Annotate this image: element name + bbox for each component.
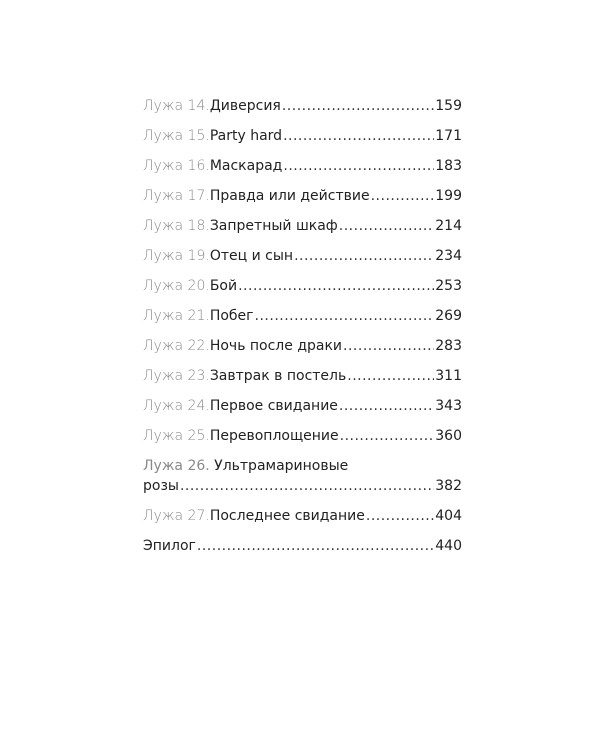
chapter-number: Лужа 26. — [143, 458, 215, 474]
chapter-title: Отец и сын — [209, 248, 294, 264]
toc-entry[interactable] — [143, 336, 462, 366]
dot-leader — [343, 336, 434, 356]
chapter-title: Последнее свидание — [209, 508, 365, 524]
dot-leader — [283, 126, 434, 146]
table-of-contents — [143, 96, 462, 566]
dot-leader — [197, 536, 434, 556]
chapter-title: Первое свидание — [209, 398, 338, 414]
dot-leader — [339, 396, 434, 416]
dot-leader — [339, 216, 435, 236]
chapter-title: Побег — [209, 308, 254, 324]
chapter-title: Ультрамариновые — [214, 458, 349, 474]
epilogue-title: Эпилог — [143, 538, 196, 554]
chapter-number: Лужа 25. — [143, 428, 210, 444]
toc-entry[interactable] — [143, 306, 462, 336]
chapter-number: Лужа 19. — [143, 248, 210, 264]
dot-leader — [282, 96, 434, 116]
toc-entry[interactable] — [143, 126, 462, 156]
page-number: 404 — [435, 508, 462, 524]
toc-entry[interactable] — [143, 426, 462, 456]
chapter-number: Лужа 23. — [143, 368, 210, 384]
dot-leader — [366, 506, 434, 526]
chapter-number: Лужа 24. — [143, 398, 210, 414]
toc-entry[interactable] — [143, 186, 462, 216]
toc-entry[interactable] — [143, 276, 462, 306]
page-number: 343 — [435, 398, 462, 414]
chapter-number: Лужа 15. — [143, 128, 210, 144]
dot-leader — [340, 426, 435, 446]
chapter-title: Правда или действие — [209, 188, 370, 204]
page-number: 382 — [435, 478, 462, 494]
page-number: 253 — [435, 278, 462, 294]
toc-entry[interactable] — [143, 156, 462, 186]
dot-leader — [294, 246, 434, 266]
dot-leader — [255, 306, 435, 326]
chapter-number: Лужа 17. — [143, 188, 210, 204]
page-number: 234 — [435, 248, 462, 264]
toc-entry[interactable] — [143, 396, 462, 426]
page-number: 159 — [435, 98, 462, 114]
dot-leader — [371, 186, 435, 206]
chapter-number: Лужа 27. — [143, 508, 210, 524]
toc-entry[interactable] — [143, 96, 462, 126]
page-number: 269 — [435, 308, 462, 324]
chapter-title: Завтрак в постель — [209, 368, 347, 384]
chapter-title: Ночь после драки — [209, 338, 343, 354]
toc-entry[interactable] — [143, 366, 462, 396]
page-number: 283 — [435, 338, 462, 354]
chapter-title: Party hard — [209, 128, 283, 144]
chapter-title-continued: розы — [143, 478, 179, 494]
chapter-number: Лужа 21. — [143, 308, 210, 324]
chapter-number: Лужа 18. — [143, 218, 210, 234]
toc-entry[interactable] — [143, 456, 462, 506]
chapter-title: Перевоплощение — [209, 428, 339, 444]
chapter-number: Лужа 14. — [143, 98, 210, 114]
page-number: 214 — [435, 218, 462, 234]
page-number: 183 — [435, 158, 462, 174]
toc-entry[interactable] — [143, 246, 462, 276]
page-number: 360 — [435, 428, 462, 444]
toc-entry[interactable] — [143, 216, 462, 246]
page-number: 440 — [435, 538, 462, 554]
toc-entry[interactable] — [143, 506, 462, 536]
chapter-title: Бой — [209, 278, 238, 294]
dot-leader — [180, 476, 434, 496]
page-number: 171 — [435, 128, 462, 144]
page-number: 311 — [435, 368, 462, 384]
chapter-title: Маскарад — [209, 158, 283, 174]
dot-leader — [238, 276, 434, 296]
dot-leader — [283, 156, 434, 176]
chapter-title: Запретный шкаф — [209, 218, 338, 234]
chapter-number: Лужа 16. — [143, 158, 210, 174]
page-number: 199 — [435, 188, 462, 204]
chapter-number: Лужа 22. — [143, 338, 210, 354]
dot-leader — [347, 366, 434, 386]
chapter-title: Диверсия — [209, 98, 281, 114]
toc-entry[interactable] — [143, 536, 462, 566]
chapter-number: Лужа 20. — [143, 278, 210, 294]
